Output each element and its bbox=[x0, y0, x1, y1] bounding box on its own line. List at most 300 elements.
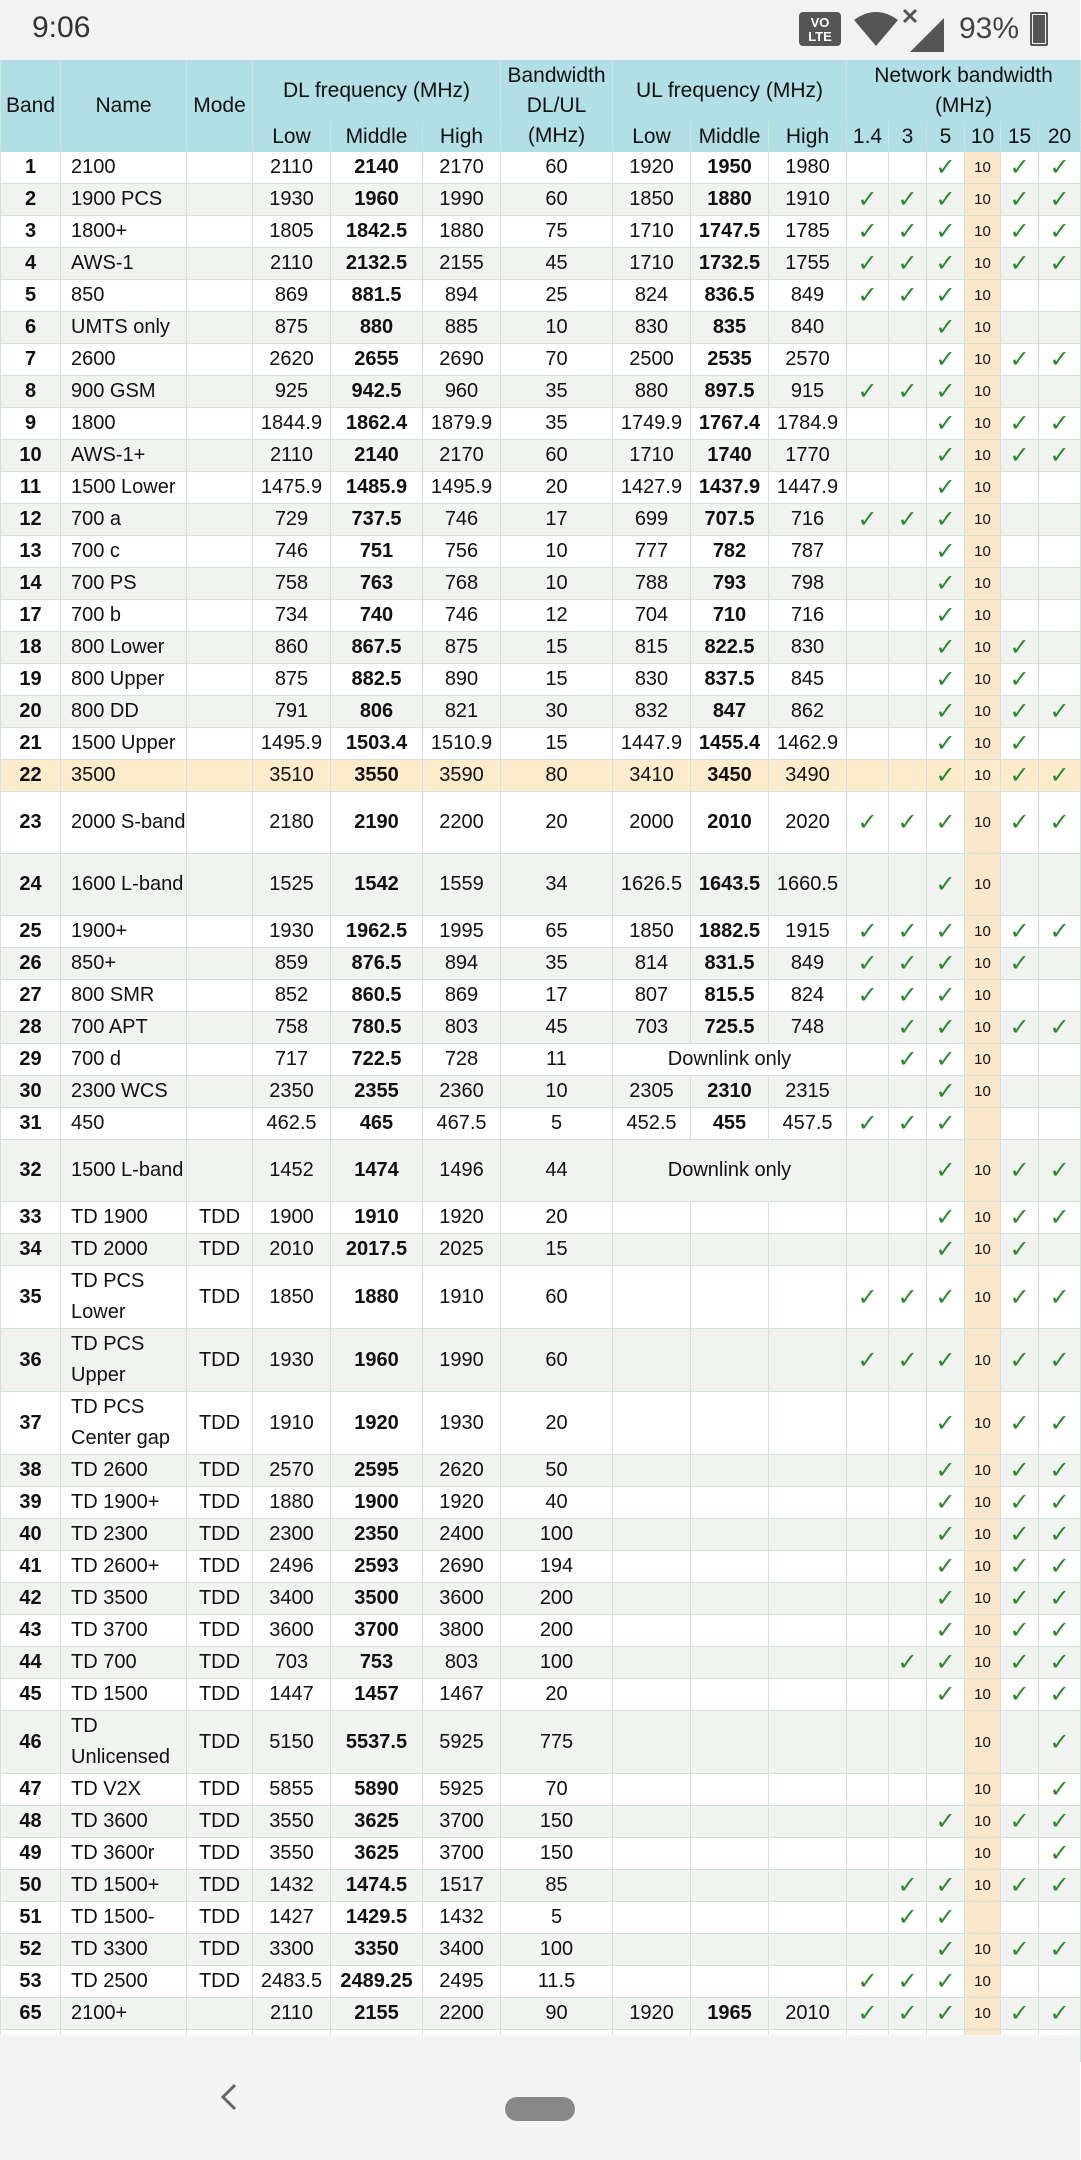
ul-high bbox=[769, 1870, 847, 1902]
ul-high: 716 bbox=[769, 504, 847, 536]
dl-middle: 1429.5 bbox=[331, 1902, 423, 1934]
bandwidth: 44 bbox=[501, 1140, 613, 1202]
ul-high: 2010 bbox=[769, 1998, 847, 2030]
network-bw-empty bbox=[889, 600, 927, 632]
band-table-container[interactable] bbox=[0, 60, 1080, 2035]
ul-middle bbox=[691, 1202, 769, 1234]
dl-middle: 2593 bbox=[331, 1551, 423, 1583]
ul-high: 1980 bbox=[769, 152, 847, 184]
band-name: 800 SMR bbox=[61, 980, 187, 1012]
network-bw-10: 10 bbox=[965, 1487, 1001, 1519]
check-icon: ✓ bbox=[889, 1902, 927, 1934]
check-icon: ✓ bbox=[1039, 916, 1081, 948]
dl-middle: 1960 bbox=[331, 1329, 423, 1392]
band-name: TD 3300 bbox=[61, 1934, 187, 1966]
band-number: 1 bbox=[1, 152, 61, 184]
check-icon: ✓ bbox=[1001, 1583, 1039, 1615]
ul-high: 845 bbox=[769, 664, 847, 696]
check-icon: ✓ bbox=[847, 916, 889, 948]
check-icon: ✓ bbox=[889, 1998, 927, 2030]
dl-high: 5925 bbox=[423, 1774, 501, 1806]
band-name: 800 Lower bbox=[61, 632, 187, 664]
check-icon: ✓ bbox=[1039, 1934, 1081, 1966]
band-name: TD 1500- bbox=[61, 1902, 187, 1934]
check-icon: ✓ bbox=[889, 980, 927, 1012]
dl-high: 2025 bbox=[423, 1234, 501, 1266]
ul-high: 748 bbox=[769, 1012, 847, 1044]
network-bw-empty bbox=[889, 1076, 927, 1108]
table-row bbox=[1, 1329, 1081, 1392]
band-number: 35 bbox=[1, 1266, 61, 1329]
ul-high: 457.5 bbox=[769, 1108, 847, 1140]
check-icon: ✓ bbox=[1039, 760, 1081, 792]
band-name: TD 1900+ bbox=[61, 1487, 187, 1519]
table-row bbox=[1, 1647, 1081, 1679]
ul-high bbox=[769, 1551, 847, 1583]
dl-low: 2010 bbox=[253, 1234, 331, 1266]
band-name: TD 1500+ bbox=[61, 1870, 187, 1902]
dl-high: 1920 bbox=[423, 1202, 501, 1234]
battery-icon bbox=[1030, 12, 1048, 46]
network-bw-empty bbox=[847, 696, 889, 728]
bandwidth: 15 bbox=[501, 664, 613, 696]
dl-low: 3510 bbox=[253, 760, 331, 792]
band-number: 39 bbox=[1, 1487, 61, 1519]
dl-high: 2200 bbox=[423, 792, 501, 854]
bandwidth: 17 bbox=[501, 980, 613, 1012]
dl-low: 1525 bbox=[253, 854, 331, 916]
dl-low: 2180 bbox=[253, 792, 331, 854]
table-row bbox=[1, 184, 1081, 216]
check-icon: ✓ bbox=[1039, 1455, 1081, 1487]
ul-high: 1755 bbox=[769, 248, 847, 280]
band-number: 43 bbox=[1, 1615, 61, 1647]
check-icon: ✓ bbox=[927, 1487, 965, 1519]
band-number: 7 bbox=[1, 344, 61, 376]
dl-low: 875 bbox=[253, 312, 331, 344]
network-bw-10: 10 bbox=[965, 216, 1001, 248]
network-bw-10: 10 bbox=[965, 854, 1001, 916]
subheader-middle: Middle bbox=[691, 122, 769, 152]
dl-middle: 942.5 bbox=[331, 376, 423, 408]
check-icon: ✓ bbox=[1001, 1870, 1039, 1902]
ul-high: 3490 bbox=[769, 760, 847, 792]
check-icon: ✓ bbox=[927, 1679, 965, 1711]
ul-high: 2315 bbox=[769, 1076, 847, 1108]
table-row bbox=[1, 1234, 1081, 1266]
network-bw-10: 10 bbox=[965, 184, 1001, 216]
network-bw-empty bbox=[1039, 632, 1081, 664]
band-number: 26 bbox=[1, 948, 61, 980]
band-mode bbox=[187, 152, 253, 184]
dl-low: 875 bbox=[253, 664, 331, 696]
network-bw-empty bbox=[1001, 568, 1039, 600]
band-number: 48 bbox=[1, 1806, 61, 1838]
network-bw-empty bbox=[927, 1774, 965, 1806]
network-bw-empty bbox=[1001, 1774, 1039, 1806]
check-icon: ✓ bbox=[927, 916, 965, 948]
network-bw-empty bbox=[847, 1870, 889, 1902]
band-number: 21 bbox=[1, 728, 61, 760]
table-row bbox=[1, 1108, 1081, 1140]
dl-middle: 1880 bbox=[331, 1266, 423, 1329]
ul-middle bbox=[691, 1519, 769, 1551]
ul-low: 704 bbox=[613, 600, 691, 632]
dl-middle: 2190 bbox=[331, 792, 423, 854]
band-number: 28 bbox=[1, 1012, 61, 1044]
network-bw-empty bbox=[1001, 1838, 1039, 1870]
table-row bbox=[1, 948, 1081, 980]
ul-middle: 837.5 bbox=[691, 664, 769, 696]
dl-high: 1880 bbox=[423, 216, 501, 248]
table-row bbox=[1, 1870, 1081, 1902]
ul-high: 1784.9 bbox=[769, 408, 847, 440]
band-name: 3500 bbox=[61, 760, 187, 792]
check-icon: ✓ bbox=[927, 504, 965, 536]
ul-high bbox=[769, 1838, 847, 1870]
network-bw-empty bbox=[1001, 376, 1039, 408]
ul-middle bbox=[691, 1455, 769, 1487]
dl-low: 758 bbox=[253, 1012, 331, 1044]
network-bw-empty bbox=[1039, 980, 1081, 1012]
dl-low: 859 bbox=[253, 948, 331, 980]
network-bw-empty bbox=[1001, 472, 1039, 504]
dl-low: 1432 bbox=[253, 1870, 331, 1902]
dl-high: 2170 bbox=[423, 440, 501, 472]
dl-high: 3600 bbox=[423, 1583, 501, 1615]
band-mode bbox=[187, 980, 253, 1012]
bandwidth: 20 bbox=[501, 1202, 613, 1234]
band-mode: TDD bbox=[187, 1647, 253, 1679]
dl-low: 1447 bbox=[253, 1679, 331, 1711]
ul-high bbox=[769, 1487, 847, 1519]
band-mode: TDD bbox=[187, 1870, 253, 1902]
network-bw-empty bbox=[889, 472, 927, 504]
check-icon: ✓ bbox=[1039, 1647, 1081, 1679]
network-bw-empty bbox=[847, 1392, 889, 1455]
network-bw-empty bbox=[889, 1806, 927, 1838]
dl-low: 746 bbox=[253, 536, 331, 568]
band-number: 29 bbox=[1, 1044, 61, 1076]
check-icon: ✓ bbox=[927, 632, 965, 664]
dl-low: 734 bbox=[253, 600, 331, 632]
network-bw-empty bbox=[847, 1487, 889, 1519]
ul-middle: 782 bbox=[691, 536, 769, 568]
table-row bbox=[1, 760, 1081, 792]
ul-low: 3410 bbox=[613, 760, 691, 792]
check-icon: ✓ bbox=[1039, 440, 1081, 472]
network-bw-10: 10 bbox=[965, 1711, 1001, 1774]
ul-high bbox=[769, 1329, 847, 1392]
dl-high: 3700 bbox=[423, 1838, 501, 1870]
header-bandwidth: Bandwidth DL/UL (MHz) bbox=[501, 61, 613, 152]
network-bw-10: 10 bbox=[965, 1838, 1001, 1870]
check-icon: ✓ bbox=[927, 344, 965, 376]
ul-middle: 2535 bbox=[691, 344, 769, 376]
ul-middle: 1882.5 bbox=[691, 916, 769, 948]
band-name: TD V2X bbox=[61, 1774, 187, 1806]
ul-high bbox=[769, 1392, 847, 1455]
network-bw-empty bbox=[889, 1202, 927, 1234]
band-mode: TDD bbox=[187, 1966, 253, 1998]
check-icon: ✓ bbox=[1001, 184, 1039, 216]
band-number: 33 bbox=[1, 1202, 61, 1234]
ul-middle bbox=[691, 1487, 769, 1519]
ul-low: 1920 bbox=[613, 152, 691, 184]
band-mode bbox=[187, 536, 253, 568]
table-row bbox=[1, 568, 1081, 600]
band-number: 4 bbox=[1, 248, 61, 280]
cellular-signal-icon bbox=[902, 8, 946, 52]
dl-high: 960 bbox=[423, 376, 501, 408]
band-number: 13 bbox=[1, 536, 61, 568]
bandwidth: 150 bbox=[501, 1806, 613, 1838]
dl-middle: 880 bbox=[331, 312, 423, 344]
dl-low: 2110 bbox=[253, 1998, 331, 2030]
dl-high: 2200 bbox=[423, 1998, 501, 2030]
ul-middle: 835 bbox=[691, 312, 769, 344]
check-icon: ✓ bbox=[1039, 1202, 1081, 1234]
network-bw-empty bbox=[889, 1140, 927, 1202]
dl-middle: 5890 bbox=[331, 1774, 423, 1806]
check-icon: ✓ bbox=[1001, 1615, 1039, 1647]
dl-low: 717 bbox=[253, 1044, 331, 1076]
network-bw-empty bbox=[847, 1583, 889, 1615]
bandwidth: 10 bbox=[501, 312, 613, 344]
band-mode bbox=[187, 248, 253, 280]
dl-high: 1559 bbox=[423, 854, 501, 916]
network-bw-10: 10 bbox=[965, 1615, 1001, 1647]
network-bw-empty bbox=[1039, 1234, 1081, 1266]
network-bw-empty bbox=[1001, 854, 1039, 916]
ul-middle bbox=[691, 1902, 769, 1934]
bandwidth: 60 bbox=[501, 152, 613, 184]
band-number: 9 bbox=[1, 408, 61, 440]
network-bw-empty bbox=[847, 1711, 889, 1774]
bandwidth: 70 bbox=[501, 1774, 613, 1806]
network-bw-10: 10 bbox=[965, 760, 1001, 792]
status-bar bbox=[0, 0, 1080, 60]
ul-high bbox=[769, 1519, 847, 1551]
band-mode bbox=[187, 948, 253, 980]
back-icon[interactable] bbox=[210, 2077, 250, 2117]
check-icon: ✓ bbox=[927, 664, 965, 696]
band-number: 11 bbox=[1, 472, 61, 504]
table-row bbox=[1, 1076, 1081, 1108]
ul-low: 777 bbox=[613, 536, 691, 568]
dl-high: 1920 bbox=[423, 1487, 501, 1519]
bandwidth: 70 bbox=[501, 344, 613, 376]
band-mode bbox=[187, 280, 253, 312]
band-name: 2600 bbox=[61, 344, 187, 376]
ul-middle: 1965 bbox=[691, 1998, 769, 2030]
bandwidth: 45 bbox=[501, 248, 613, 280]
band-number: 18 bbox=[1, 632, 61, 664]
band-mode bbox=[187, 854, 253, 916]
check-icon: ✓ bbox=[1039, 1266, 1081, 1329]
dl-middle: 2155 bbox=[331, 1998, 423, 2030]
network-bw-10: 10 bbox=[965, 152, 1001, 184]
dl-low: 2110 bbox=[253, 440, 331, 472]
table-row bbox=[1, 1934, 1081, 1966]
ul-low bbox=[613, 1202, 691, 1234]
network-bw-empty bbox=[1001, 312, 1039, 344]
band-number: 47 bbox=[1, 1774, 61, 1806]
network-bw-empty bbox=[1039, 536, 1081, 568]
dl-low: 2483.5 bbox=[253, 1966, 331, 1998]
network-bw-empty bbox=[847, 344, 889, 376]
table-row bbox=[1, 792, 1081, 854]
network-bw-empty bbox=[1039, 376, 1081, 408]
network-bw-empty bbox=[847, 1234, 889, 1266]
ul-middle: 1747.5 bbox=[691, 216, 769, 248]
network-bw-empty bbox=[1039, 948, 1081, 980]
check-icon: ✓ bbox=[927, 568, 965, 600]
network-bw-empty bbox=[1039, 472, 1081, 504]
ul-high: 1660.5 bbox=[769, 854, 847, 916]
band-name: 800 DD bbox=[61, 696, 187, 728]
ul-high: 862 bbox=[769, 696, 847, 728]
network-bw-empty bbox=[1001, 1902, 1039, 1934]
band-number: 51 bbox=[1, 1902, 61, 1934]
header-mode: Mode bbox=[187, 61, 253, 152]
bandwidth: 15 bbox=[501, 728, 613, 760]
header-name: Name bbox=[61, 61, 187, 152]
dl-high: 2690 bbox=[423, 1551, 501, 1583]
network-bw-empty bbox=[847, 1647, 889, 1679]
check-icon: ✓ bbox=[927, 1998, 965, 2030]
dl-high: 1496 bbox=[423, 1140, 501, 1202]
bandwidth: 80 bbox=[501, 760, 613, 792]
network-bw-empty bbox=[889, 536, 927, 568]
network-bw-empty bbox=[847, 1615, 889, 1647]
ul-low bbox=[613, 1679, 691, 1711]
table-row bbox=[1, 216, 1081, 248]
band-name: TD PCS Center gap bbox=[61, 1392, 187, 1455]
bandwidth: 45 bbox=[501, 1012, 613, 1044]
check-icon: ✓ bbox=[1001, 1455, 1039, 1487]
network-bw-empty bbox=[889, 1583, 927, 1615]
check-icon: ✓ bbox=[927, 980, 965, 1012]
dl-high: 1990 bbox=[423, 1329, 501, 1392]
band-mode bbox=[187, 1140, 253, 1202]
check-icon: ✓ bbox=[1001, 1392, 1039, 1455]
band-mode bbox=[187, 600, 253, 632]
ul-low bbox=[613, 1870, 691, 1902]
ul-high bbox=[769, 1902, 847, 1934]
subheader-low: Low bbox=[613, 122, 691, 152]
network-bw-empty bbox=[847, 632, 889, 664]
network-bw-empty bbox=[1001, 1711, 1039, 1774]
check-icon: ✓ bbox=[1039, 1392, 1081, 1455]
subheader-network-bw: 10 bbox=[965, 122, 1001, 152]
band-mode bbox=[187, 216, 253, 248]
ul-low: 2500 bbox=[613, 344, 691, 376]
band-mode: TDD bbox=[187, 1455, 253, 1487]
check-icon: ✓ bbox=[927, 280, 965, 312]
ul-low bbox=[613, 1519, 691, 1551]
ul-middle: 836.5 bbox=[691, 280, 769, 312]
network-bw-empty bbox=[889, 568, 927, 600]
dl-high: 1432 bbox=[423, 1902, 501, 1934]
dl-middle: 740 bbox=[331, 600, 423, 632]
dl-low: 1880 bbox=[253, 1487, 331, 1519]
dl-low: 1930 bbox=[253, 1329, 331, 1392]
ul-low bbox=[613, 1455, 691, 1487]
check-icon: ✓ bbox=[927, 1329, 965, 1392]
band-number: 52 bbox=[1, 1934, 61, 1966]
band-number: 19 bbox=[1, 664, 61, 696]
band-mode: TDD bbox=[187, 1774, 253, 1806]
table-row bbox=[1, 440, 1081, 472]
band-mode bbox=[187, 1012, 253, 1044]
table-row bbox=[1, 1392, 1081, 1455]
check-icon: ✓ bbox=[889, 280, 927, 312]
ul-middle: 1455.4 bbox=[691, 728, 769, 760]
network-bw-empty bbox=[927, 1711, 965, 1774]
dl-middle: 5537.5 bbox=[331, 1711, 423, 1774]
check-icon: ✓ bbox=[1039, 1012, 1081, 1044]
dl-middle: 722.5 bbox=[331, 1044, 423, 1076]
dl-low: 1844.9 bbox=[253, 408, 331, 440]
band-number: 2 bbox=[1, 184, 61, 216]
band-mode: TDD bbox=[187, 1583, 253, 1615]
band-mode: TDD bbox=[187, 1519, 253, 1551]
table-row bbox=[1, 632, 1081, 664]
dl-low: 1910 bbox=[253, 1392, 331, 1455]
check-icon: ✓ bbox=[927, 948, 965, 980]
network-bw-empty bbox=[847, 1551, 889, 1583]
network-bw-empty bbox=[847, 152, 889, 184]
ul-high: 1770 bbox=[769, 440, 847, 472]
check-icon: ✓ bbox=[927, 1140, 965, 1202]
band-number: 22 bbox=[1, 760, 61, 792]
check-icon: ✓ bbox=[1001, 916, 1039, 948]
dl-middle: 2017.5 bbox=[331, 1234, 423, 1266]
network-bw-empty bbox=[1001, 1076, 1039, 1108]
band-name: TD 2300 bbox=[61, 1519, 187, 1551]
home-pill-button[interactable] bbox=[505, 2097, 575, 2121]
network-bw-empty bbox=[889, 1679, 927, 1711]
dl-middle: 1862.4 bbox=[331, 408, 423, 440]
network-bw-10: 10 bbox=[965, 1140, 1001, 1202]
dl-low: 791 bbox=[253, 696, 331, 728]
dl-low: 2496 bbox=[253, 1551, 331, 1583]
band-name: TD PCS Upper bbox=[61, 1329, 187, 1392]
table-row bbox=[1, 1455, 1081, 1487]
network-bw-empty bbox=[889, 696, 927, 728]
network-bw-empty bbox=[847, 1455, 889, 1487]
table-row bbox=[1, 1012, 1081, 1044]
dl-low: 869 bbox=[253, 280, 331, 312]
check-icon: ✓ bbox=[889, 216, 927, 248]
lte-band-table bbox=[0, 60, 1081, 2062]
dl-middle: 2350 bbox=[331, 1519, 423, 1551]
check-icon: ✓ bbox=[927, 696, 965, 728]
table-row bbox=[1, 344, 1081, 376]
ul-middle: 1437.9 bbox=[691, 472, 769, 504]
table-row bbox=[1, 1679, 1081, 1711]
table-row bbox=[1, 1583, 1081, 1615]
network-bw-10: 10 bbox=[965, 1044, 1001, 1076]
network-bw-empty bbox=[889, 1838, 927, 1870]
dl-middle: 876.5 bbox=[331, 948, 423, 980]
ul-low: 699 bbox=[613, 504, 691, 536]
network-bw-empty bbox=[889, 1711, 927, 1774]
bandwidth: 15 bbox=[501, 1234, 613, 1266]
table-row bbox=[1, 1266, 1081, 1329]
band-number: 24 bbox=[1, 854, 61, 916]
